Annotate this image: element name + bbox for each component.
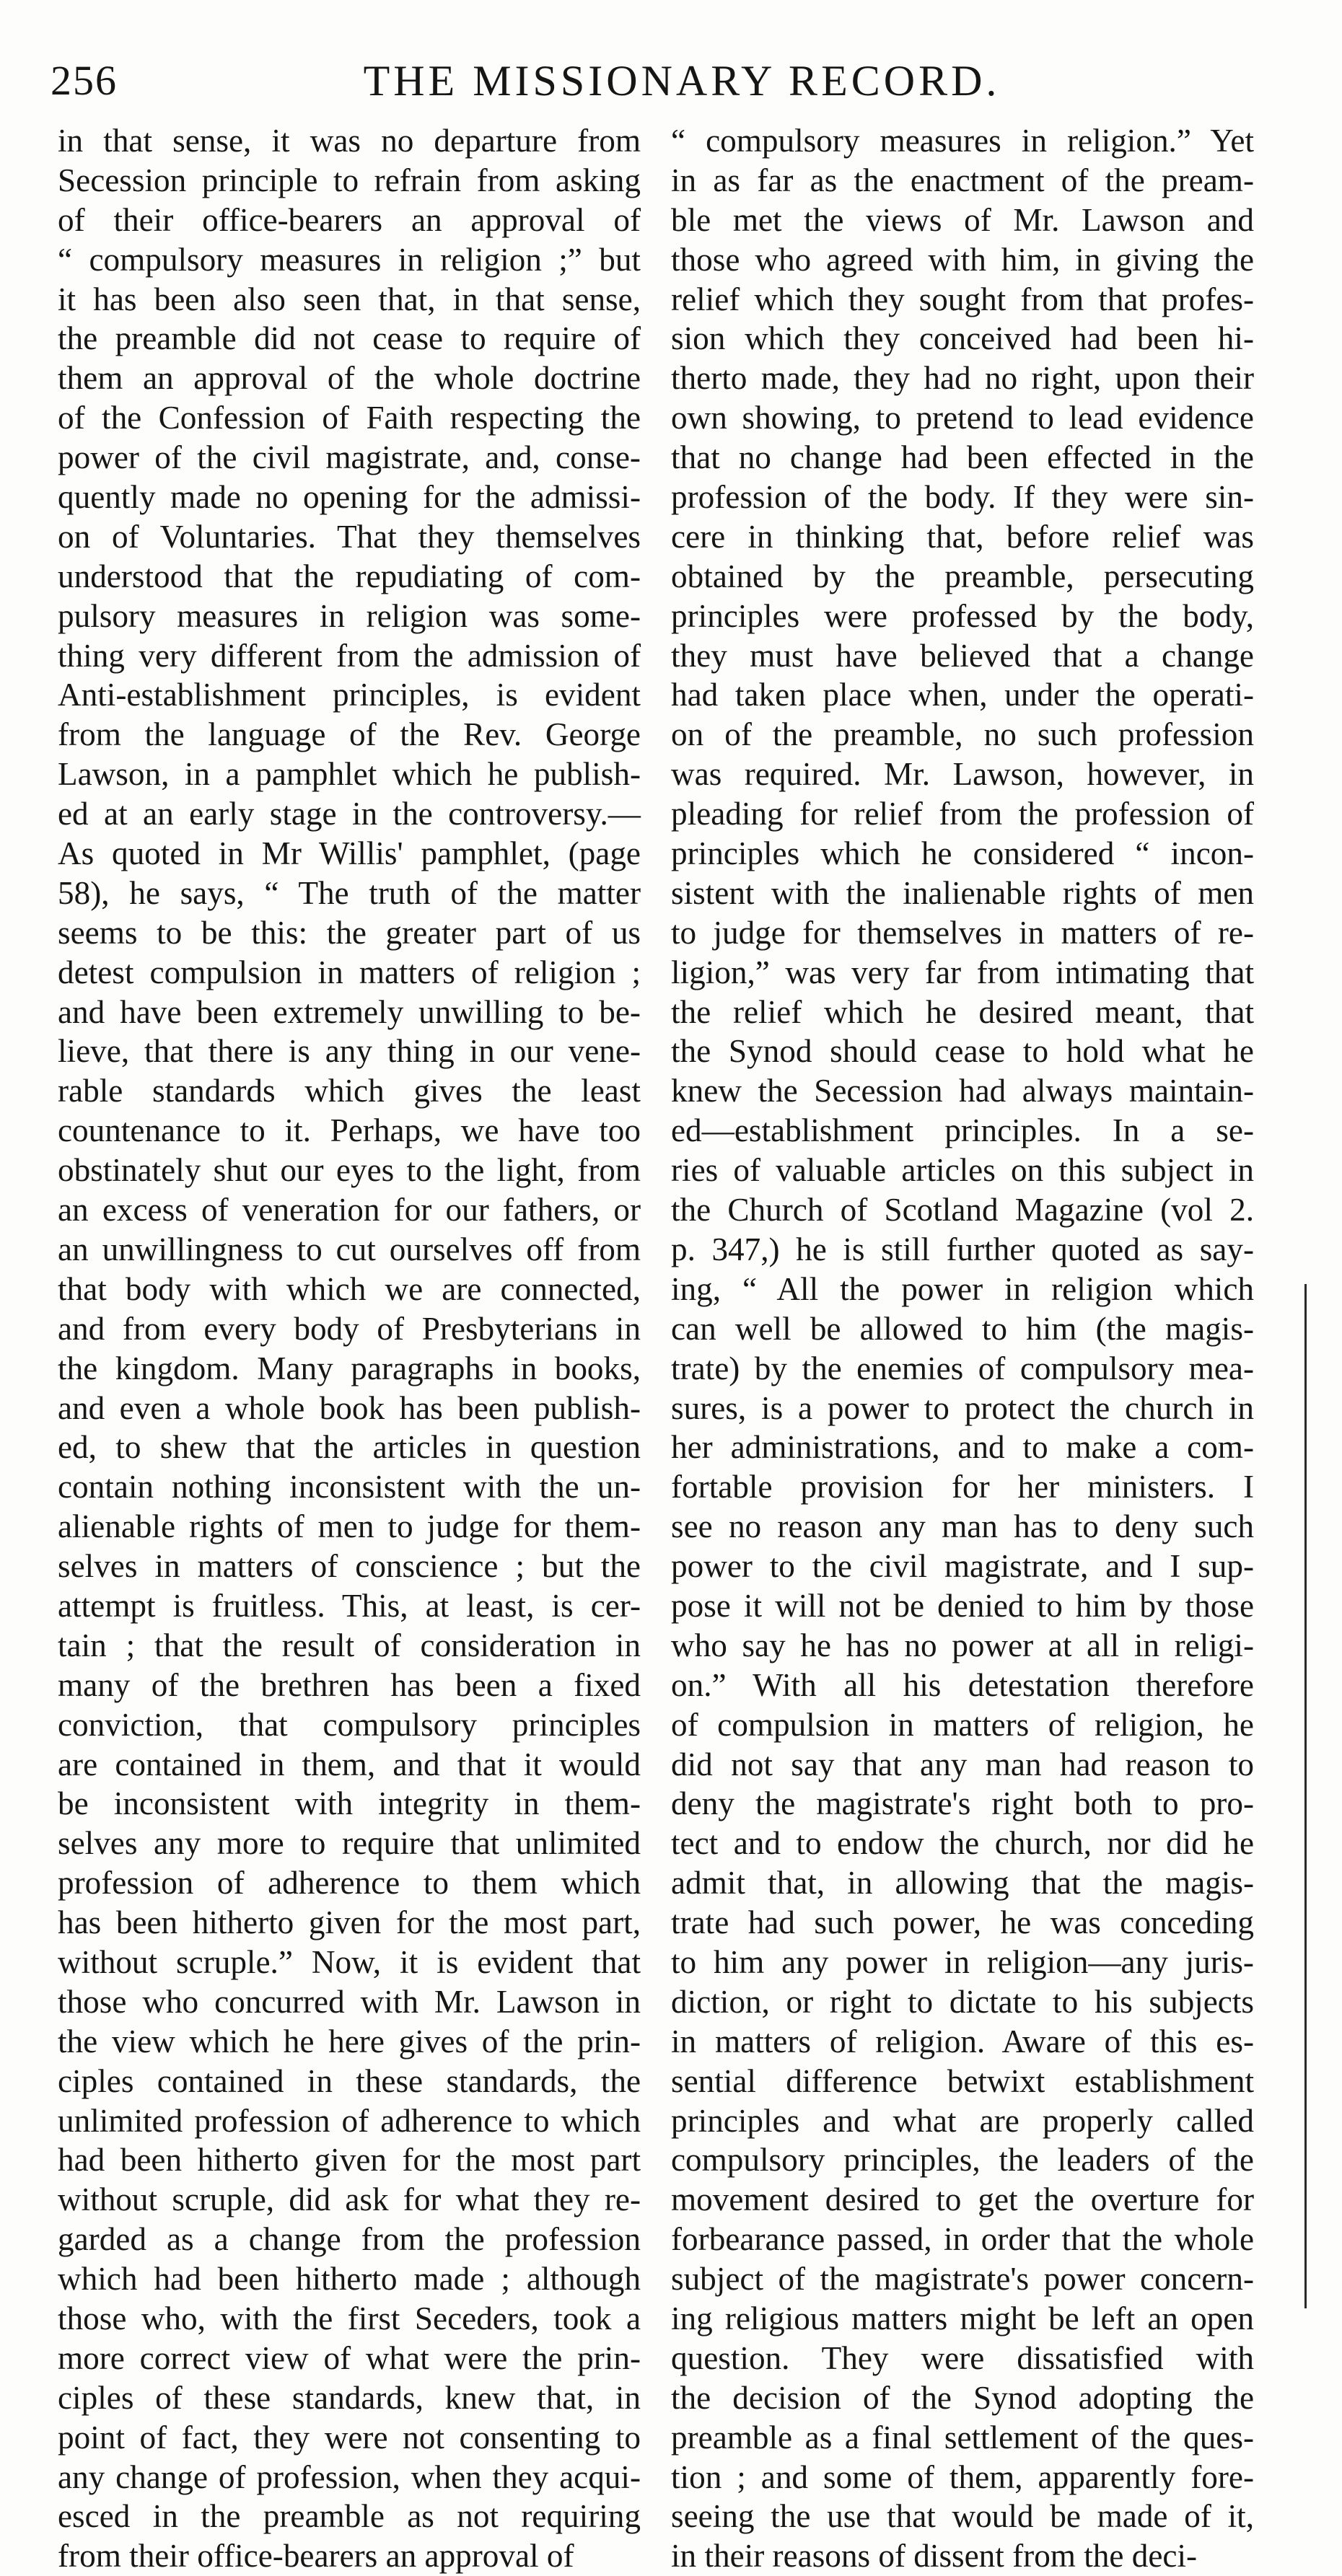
text-line: ries of valuable articles on this subject in: [671, 1152, 1254, 1189]
text-line: obstinately shut our eyes to the light, from: [58, 1152, 641, 1189]
text-line: preamble as a final settlement of the ques-: [671, 2419, 1254, 2456]
text-line: relief which they sought from that profes-: [671, 281, 1254, 317]
text-line: from their office-bearers an approval of: [58, 2538, 574, 2575]
text-line: contain nothing inconsistent with the un-: [58, 1469, 641, 1505]
text-line: the Synod should cease to hold what he: [671, 1033, 1254, 1070]
text-line: tion ; and some of them, apparently fore-: [671, 2458, 1254, 2495]
text-line: sion which they conceived had been hi-: [671, 320, 1254, 357]
text-line: ble met the views of Mr. Lawson and: [671, 201, 1254, 238]
text-line: lieve, that there is any thing in our vene-: [58, 1033, 641, 1070]
text-line: more correct view of what were the prin-: [58, 2339, 641, 2376]
text-line: esced in the preamble as not requiring: [58, 2498, 641, 2535]
text-line: As quoted in Mr Willis' pamphlet, (page: [58, 835, 641, 872]
text-line: Lawson, in a pamphlet which he publish-: [58, 756, 641, 793]
text-line: they must have believed that a change: [671, 637, 1254, 674]
text-line: tect and to endow the church, nor did he: [671, 1825, 1254, 1862]
text-line: Secession principle to refrain from asking: [58, 162, 641, 198]
text-line: that body with which we are connected,: [58, 1270, 641, 1307]
text-line: sential difference betwixt establishment: [671, 2062, 1254, 2099]
text-line: an unwillingness to cut ourselves off from: [58, 1231, 641, 1267]
text-line: alienable rights of men to judge for them-: [58, 1508, 641, 1545]
text-line: compulsory principles, the leaders of the: [671, 2142, 1254, 2179]
margin-rule: [1304, 1284, 1307, 2308]
text-line: those who, with the first Seceders, took a: [58, 2300, 641, 2337]
text-line: profession of adherence to them which: [58, 1865, 641, 1902]
text-line: detest compulsion in matters of religion ;: [58, 954, 641, 990]
text-line: 58), he says, “ The truth of the matter: [58, 874, 641, 911]
text-line: principles were professed by the body,: [671, 597, 1254, 634]
page-header: [51, 52, 1248, 110]
text-line: see no reason any man has to deny such: [671, 1508, 1254, 1545]
text-line: ing religious matters might be left an open: [671, 2300, 1254, 2337]
text-line: those who agreed with him, in giving the: [671, 241, 1254, 278]
text-line: ligion,” was very far from intimating that: [671, 954, 1254, 990]
text-line: which had been hitherto made ; although: [58, 2261, 641, 2298]
text-line: Anti-establishment principles, is evident: [58, 677, 641, 713]
text-line: trate had such power, he was conceding: [671, 1904, 1254, 1941]
text-line: ed, to shew that the articles in question: [58, 1429, 641, 1466]
text-line: attempt is fruitless. This, at least, is cer-: [58, 1587, 641, 1624]
text-line: tain ; that the result of consideration in: [58, 1627, 641, 1663]
text-line: has been hitherto given for the most part,: [58, 1904, 641, 1941]
text-line: had been hitherto given for the most part: [58, 2142, 641, 2179]
text-line: of the Confession of Faith respecting the: [58, 400, 641, 436]
text-line: seems to be this: the greater part of us: [58, 914, 641, 951]
text-line: seeing the use that would be made of it,: [671, 2498, 1254, 2535]
page-number: 256: [51, 57, 118, 104]
text-line: and even a whole book has been publish-: [58, 1389, 641, 1426]
text-line: it has been also seen that, in that sense,: [58, 281, 641, 317]
text-line: to him any power in religion—any juris-: [671, 1943, 1254, 1980]
text-line: profession of the body. If they were sin-: [671, 479, 1254, 516]
text-line: ciples contained in these standards, the: [58, 2062, 641, 2099]
text-line: cere in thinking that, before relief was: [671, 518, 1254, 555]
text-line: diction, or right to dictate to his subjects: [671, 1983, 1254, 2020]
text-line: can well be allowed to him (the magis-: [671, 1310, 1254, 1347]
text-line: thing very different from the admission of: [58, 637, 641, 674]
text-line: power to the civil magistrate, and I sup-: [671, 1548, 1254, 1585]
text-line: without scruple.” Now, it is evident that: [58, 1943, 641, 1980]
text-line: question. They were dissatisfied with: [671, 2339, 1254, 2376]
text-line: trate) by the enemies of compulsory mea-: [671, 1350, 1254, 1386]
text-line: pleading for relief from the profession of: [671, 796, 1254, 832]
text-line: without scruple, did ask for what they re-: [58, 2181, 641, 2218]
text-line: rable standards which gives the least: [58, 1073, 641, 1109]
text-line: the kingdom. Many paragraphs in books,: [58, 1350, 641, 1386]
text-line: those who concurred with Mr. Lawson in: [58, 1983, 641, 2020]
text-line: movement desired to get the overture for: [671, 2181, 1254, 2218]
text-line: to judge for themselves in matters of re-: [671, 914, 1254, 951]
text-line: on of the preamble, no such profession: [671, 716, 1254, 753]
text-line: obtained by the preamble, persecuting: [671, 558, 1254, 594]
running-head-title: THE MISSIONARY RECORD.: [363, 57, 1001, 105]
text-line: who say he has no power at all in religi-: [671, 1627, 1254, 1663]
text-line: had taken place when, under the operati-: [671, 677, 1254, 713]
text-line: in their reasons of dissent from the deci-: [671, 2538, 1198, 2575]
text-line: them an approval of the whole doctrine: [58, 360, 641, 397]
text-line: principles which he considered “ incon-: [671, 835, 1254, 872]
text-line: ciples of these standards, knew that, in: [58, 2379, 641, 2416]
text-line: ing, “ All the power in religion which: [671, 1270, 1254, 1307]
text-line: “ compulsory measures in religion.” Yet: [671, 123, 1254, 159]
text-line: fortable provision for her ministers. I: [671, 1469, 1254, 1505]
text-line: of compulsion in matters of religion, he: [671, 1706, 1254, 1743]
text-line: forbearance passed, in order that the whole: [671, 2221, 1254, 2258]
text-line: and from every body of Presbyterians in: [58, 1310, 641, 1347]
text-line: understood that the repudiating of com-: [58, 558, 641, 594]
text-line: countenance to it. Perhaps, we have too: [58, 1112, 641, 1149]
text-line: and have been extremely unwilling to be-: [58, 993, 641, 1030]
text-line: did not say that any man had reason to: [671, 1746, 1254, 1782]
text-line: principles and what are properly called: [671, 2102, 1254, 2139]
text-line: point of fact, they were not consenting to: [58, 2419, 641, 2456]
text-line: therto made, they had no right, upon their: [671, 360, 1254, 397]
text-line: power of the civil magistrate, and, conse-: [58, 439, 641, 476]
text-line: on of Voluntaries. That they themselves: [58, 518, 641, 555]
text-line: deny the magistrate's right both to pro-: [671, 1785, 1254, 1822]
right-text-column: [671, 121, 1254, 2576]
text-line: are contained in them, and that it would: [58, 1746, 641, 1782]
text-line: the decision of the Synod adopting the: [671, 2379, 1254, 2416]
text-line: the Church of Scotland Magazine (vol 2.: [671, 1192, 1254, 1228]
text-line: from the language of the Rev. George: [58, 716, 641, 753]
text-line: in matters of religion. Aware of this es-: [671, 2023, 1254, 2060]
text-line: admit that, in allowing that the magis-: [671, 1865, 1254, 1902]
text-line: pulsory measures in religion was some-: [58, 597, 641, 634]
text-line: pose it will not be denied to him by those: [671, 1587, 1254, 1624]
text-line: garded as a change from the profession: [58, 2221, 641, 2258]
text-line: ed—establishment principles. In a se-: [671, 1112, 1254, 1149]
text-line: in that sense, it was no departure from: [58, 123, 641, 159]
text-line: subject of the magistrate's power concern-: [671, 2261, 1254, 2298]
text-line: sures, is a power to protect the church in: [671, 1389, 1254, 1426]
text-line: p. 347,) he is still further quoted as say-: [671, 1231, 1254, 1267]
text-line: ed at an early stage in the controversy.—: [58, 796, 641, 832]
text-line: quently made no opening for the admissi-: [58, 479, 641, 516]
text-line: the preamble did not cease to require of: [58, 320, 641, 357]
text-line: sistent with the inalienable rights of men: [671, 874, 1254, 911]
text-line: in as far as the enactment of the pream-: [671, 162, 1254, 198]
text-line: be inconsistent with integrity in them-: [58, 1785, 641, 1822]
text-line: that no change had been effected in the: [671, 439, 1254, 476]
text-line: any change of profession, when they acqui-: [58, 2458, 641, 2495]
left-text-column: [58, 121, 641, 2576]
text-line: the view which he here gives of the prin-: [58, 2023, 641, 2060]
text-line: “ compulsory measures in religion ;” but: [58, 241, 641, 278]
text-line: own showing, to pretend to lead evidence: [671, 400, 1254, 436]
text-line: knew the Secession had always maintain-: [671, 1073, 1254, 1109]
text-line: many of the brethren has been a fixed: [58, 1666, 641, 1703]
text-line: unlimited profession of adherence to which: [58, 2102, 641, 2139]
text-line: her administrations, and to make a com-: [671, 1429, 1254, 1466]
text-line: conviction, that compulsory principles: [58, 1706, 641, 1743]
text-line: of their office-bearers an approval of: [58, 201, 641, 238]
text-line: selves any more to require that unlimited: [58, 1825, 641, 1862]
text-line: on.” With all his detestation therefore: [671, 1666, 1254, 1703]
text-line: was required. Mr. Lawson, however, in: [671, 756, 1254, 793]
text-line: an excess of veneration for our fathers, or: [58, 1192, 641, 1228]
text-line: the relief which he desired meant, that: [671, 993, 1254, 1030]
text-line: selves in matters of conscience ; but the: [58, 1548, 641, 1585]
